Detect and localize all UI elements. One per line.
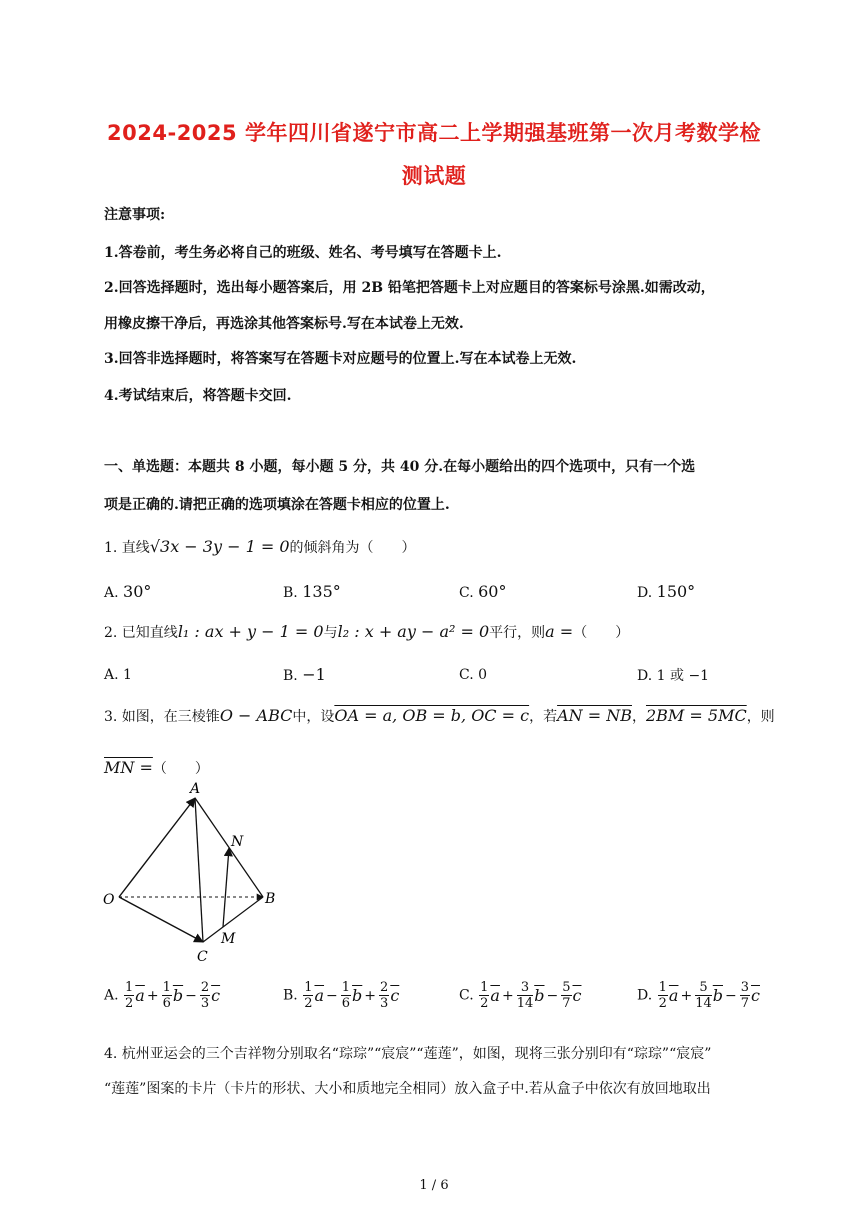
fraction: $\frac{1}{2}$ <box>480 980 489 1011</box>
question-3-sep: ， <box>631 709 646 725</box>
fraction: $\frac{3}{7}$ <box>740 980 750 1011</box>
option-label: C. <box>459 667 474 683</box>
vertex-label-c: C <box>197 949 208 965</box>
operator: + <box>680 987 693 1004</box>
operator: − <box>326 987 338 1004</box>
option-value: 135° <box>302 582 341 601</box>
question-2 <box>104 622 629 642</box>
option-label: B. <box>283 987 303 1004</box>
edge-a-b <box>195 798 263 897</box>
vector-symbol: $\overline{c}$ <box>572 986 582 1005</box>
option-value: −1 <box>302 665 326 684</box>
option-value: 150° <box>656 582 696 601</box>
page-number: 1 / 6 <box>419 1178 449 1193</box>
edge-o-c <box>119 897 203 942</box>
question-4: 4. 杭州亚运会的三个吉祥物分别取名“琮琮”“宸宸”“莲莲”，如图，现将三张分别印有“琮琮”“宸宸” <box>104 1046 712 1062</box>
vector-symbol: $\overline{a}$ <box>490 986 500 1005</box>
operator: + <box>364 987 377 1004</box>
question-2-mid: 与 <box>323 625 338 641</box>
vertex-label-b: B <box>265 891 276 907</box>
notice-item-2-continued: 用橡皮擦干净后，再选涂其他答案标号.写在本试卷上无效. <box>104 316 464 332</box>
vector-symbol: $\overline{a}$ <box>668 986 679 1005</box>
fraction: $\frac{2}{3}$ <box>380 980 389 1011</box>
fraction: $\frac{2}{3}$ <box>200 980 210 1011</box>
notice-heading: 注意事项: <box>104 207 166 223</box>
q1-option-b[interactable] <box>283 582 341 601</box>
edge-a-c <box>195 798 203 942</box>
vector-symbol: $\overline{c}$ <box>390 986 400 1005</box>
question-3-ask <box>104 758 209 778</box>
q3-option-b[interactable] <box>283 980 399 1011</box>
q2-option-a[interactable] <box>104 667 132 683</box>
operator: − <box>546 987 559 1004</box>
option-value: 60° <box>478 582 507 601</box>
q3-option-a[interactable] <box>104 980 220 1011</box>
edge-o-a <box>119 798 195 897</box>
section-heading-continued: 项是正确的.请把正确的选项填涂在答题卡相应的位置上. <box>104 497 450 513</box>
question-4-continued: “莲莲”图案的卡片（卡片的形状、大小和质地完全相同）放入盒子中.若从盒子中依次有放回地取出 <box>104 1081 711 1097</box>
line-l1-equation: l₁ : ax + y − 1 = 0 <box>177 622 324 641</box>
question-3-prefix: 3. 如图，在三棱锥 <box>104 709 220 725</box>
q3-option-d[interactable] <box>637 980 760 1011</box>
question-1-equation: √3x − 3y − 1 = 0 <box>149 537 290 556</box>
q1-option-a[interactable] <box>104 582 151 601</box>
q1-option-d[interactable] <box>637 582 695 601</box>
point-label-n: N <box>231 834 244 850</box>
q3-option-c[interactable] <box>459 980 581 1011</box>
operator: + <box>146 987 159 1004</box>
operator: − <box>725 987 737 1004</box>
vector-symbol: $\overline{b}$ <box>534 986 545 1005</box>
fraction: $\frac{5}{14}$ <box>695 980 712 1011</box>
question-3-mid3: ，则 <box>746 709 775 725</box>
vector-m-n <box>223 848 229 927</box>
option-label: C. <box>459 585 474 601</box>
question-2-variable: a = <box>545 622 574 641</box>
notice-item-4: 4.考试结束后，将答题卡交回. <box>104 388 292 404</box>
fraction: $\frac{1}{6}$ <box>341 980 351 1011</box>
option-label: B. <box>283 585 298 601</box>
question-3 <box>104 706 775 726</box>
question-1 <box>104 537 416 557</box>
tetrahedron-name: O − ABC <box>219 706 293 725</box>
vector-mn: MN = <box>104 758 153 777</box>
fraction: $\frac{1}{2}$ <box>304 980 313 1011</box>
operator: − <box>185 987 197 1004</box>
vector-definitions: OA = a, OB = b, OC = c <box>334 706 530 725</box>
vector-symbol: $\overline{c}$ <box>751 986 760 1005</box>
q2-option-c[interactable] <box>459 667 487 683</box>
option-label: A. <box>104 987 124 1004</box>
option-value: 1 <box>123 667 132 683</box>
vector-symbol: $\overline{a}$ <box>314 986 325 1005</box>
operator: + <box>501 987 514 1004</box>
notice-item-2: 2.回答选择题时，选出每小题答案后，用 2B 铅笔把答题卡上对应题目的答案标号涂黑.如需改动， <box>104 280 715 296</box>
condition-bm-mc: 2BM = 5MC <box>645 706 747 725</box>
option-label: D. <box>637 668 653 684</box>
condition-an-nb: AN = NB <box>557 706 632 725</box>
notice-item-3: 3.回答非选择题时，将答案写在答题卡对应题号的位置上.写在本试卷上无效. <box>104 351 577 367</box>
vertex-label-o: O <box>103 892 115 908</box>
question-3-mid1: 中，设 <box>292 709 335 725</box>
fraction: $\frac{1}{6}$ <box>162 980 171 1011</box>
option-label: D. <box>637 987 657 1004</box>
fraction: $\frac{1}{2}$ <box>125 980 134 1011</box>
option-label: A. <box>104 585 119 601</box>
question-1-prefix: 1. 直线 <box>104 540 150 556</box>
line-l2-equation: l₂ : x + ay − a² = 0 <box>337 622 490 641</box>
fraction: $\frac{3}{14}$ <box>516 980 534 1011</box>
option-label: D. <box>637 585 653 601</box>
option-label: C. <box>459 987 479 1004</box>
q1-option-c[interactable] <box>459 582 506 601</box>
option-value: 30° <box>123 582 152 601</box>
tetrahedron-figure <box>95 778 295 968</box>
vector-symbol: $\overline{b}$ <box>172 986 184 1005</box>
vector-symbol: $\overline{a}$ <box>135 986 145 1005</box>
vector-symbol: $\overline{b}$ <box>712 986 723 1005</box>
question-2-prefix: 2. 已知直线 <box>104 625 178 641</box>
vector-symbol: $\overline{b}$ <box>352 986 363 1005</box>
q2-option-d[interactable] <box>637 665 709 685</box>
option-label: A. <box>104 667 119 683</box>
question-3-mid2: ，若 <box>529 709 558 725</box>
vector-symbol: $\overline{c}$ <box>211 986 221 1005</box>
question-2-suffix: 平行，则 <box>489 625 546 641</box>
fraction: $\frac{1}{2}$ <box>658 980 667 1011</box>
question-2-paren: （ ） <box>573 625 630 641</box>
point-label-m: M <box>221 931 236 947</box>
fraction: $\frac{5}{7}$ <box>562 980 571 1011</box>
page-title-continued: 测试题 <box>401 164 467 188</box>
page-title: 2024-2025 学年四川省遂宁市高二上学期强基班第一次月考数学检 <box>107 121 761 145</box>
option-label: B. <box>283 668 298 684</box>
notice-item-1: 1.答卷前，考生务必将自己的班级、姓名、考号填写在答题卡上. <box>104 245 502 261</box>
section-heading: 一、单选题：本题共 8 小题，每小题 5 分，共 40 分.在每小题给出的四个选项中，只有一个选 <box>104 459 696 475</box>
q2-option-b[interactable] <box>283 665 326 684</box>
option-value: 1 或 −1 <box>656 668 710 684</box>
question-3-paren: （ ） <box>152 761 209 777</box>
option-value: 0 <box>478 667 488 683</box>
question-1-suffix: 的倾斜角为（ ） <box>289 540 416 556</box>
vertex-label-a: A <box>190 781 201 797</box>
